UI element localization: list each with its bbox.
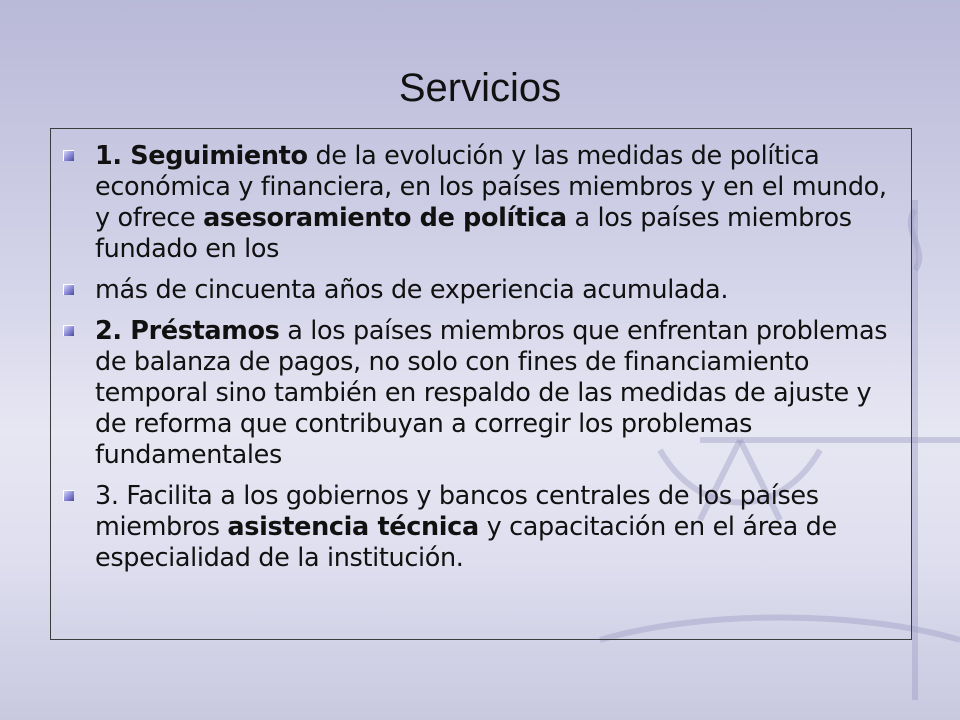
- slide-title: Servicios: [398, 66, 562, 110]
- bullet-text: de la evolución y las medidas de política económica y financiera, en los países miembros y en el mundo, y ofrece: [95, 141, 887, 233]
- bullet-item: [63, 141, 909, 265]
- bullet-bold-text: asistencia técnica: [227, 512, 479, 542]
- bullet-item: [63, 275, 909, 306]
- bullet-item: [63, 481, 909, 574]
- bullet-bold-text: 2. Préstamos: [95, 316, 280, 346]
- bullet-bold-text: 1. Seguimiento: [95, 141, 308, 171]
- square-bullet-icon: [63, 490, 74, 501]
- bullet-text: más de cincuenta años de experiencia acumulada.: [95, 275, 729, 305]
- bullet-bold-text: asesoramiento de política: [203, 203, 567, 233]
- bullet-text: a los países miembros que enfrentan problemas de balanza de pagos, no solo con fines de financiamiento temporal sino también en respaldo de las medidas de ajuste y de reforma que contribuyan a corregir los problemas fundamentales: [95, 316, 888, 470]
- square-bullet-icon: [63, 150, 74, 161]
- bullet-list: [63, 141, 909, 584]
- content-box: [50, 128, 912, 640]
- bullet-text: y capacitación en el área de especialidad de la institución.: [95, 512, 837, 573]
- bullet-text: 3. Facilita a los gobiernos y bancos centrales de los países miembros: [95, 481, 819, 542]
- bullet-text: a los países miembros fundado en los: [95, 203, 852, 264]
- bullet-item: [63, 316, 909, 471]
- square-bullet-icon: [63, 284, 74, 295]
- square-bullet-icon: [63, 325, 74, 336]
